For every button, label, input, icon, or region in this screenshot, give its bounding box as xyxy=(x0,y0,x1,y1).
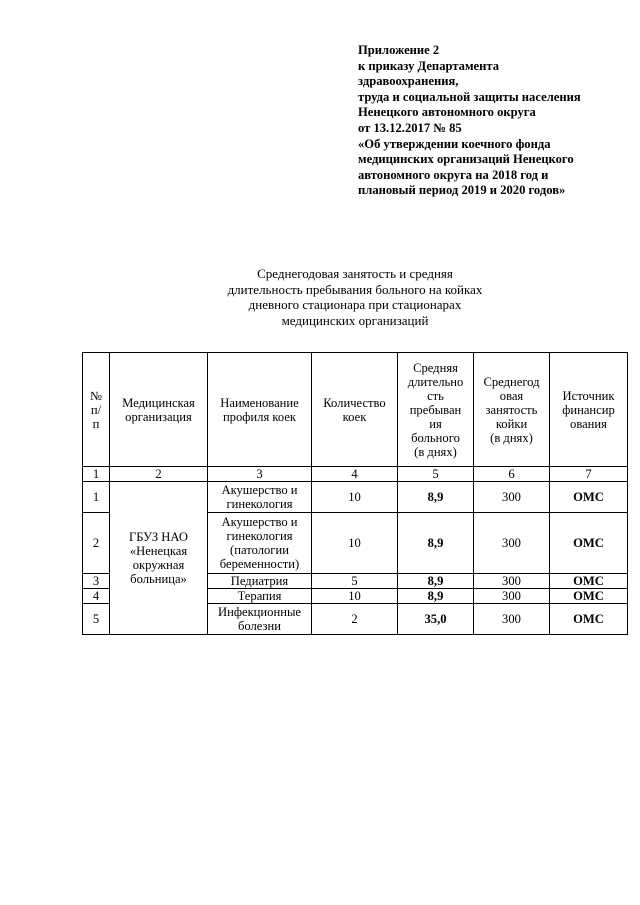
title-line: дневного стационара при стационарах xyxy=(248,297,462,312)
header-text: Источник xyxy=(562,388,615,403)
duration-cell: 8,9 xyxy=(398,589,474,604)
organization-text: ГБУЗ НАО xyxy=(129,530,188,544)
row-number: 1 xyxy=(83,482,110,513)
appendix-line: труда и социальной защиты населения xyxy=(358,89,581,104)
header-annual-occupancy xyxy=(474,353,550,467)
header-text: Средняя xyxy=(413,360,458,375)
appendix-line: плановый период 2019 и 2020 годов» xyxy=(358,183,566,198)
occupancy-cell: 300 xyxy=(474,589,550,604)
header-text: п/ xyxy=(90,402,102,417)
profile-cell xyxy=(208,604,312,635)
header-text: п xyxy=(92,416,100,431)
column-number: 3 xyxy=(208,467,312,482)
profile-text: болезни xyxy=(237,619,282,633)
appendix-line: к приказу Департамента xyxy=(358,58,500,73)
column-number: 6 xyxy=(474,467,550,482)
beds-cell: 10 xyxy=(312,513,398,574)
organization-text: «Ненецкая xyxy=(129,544,188,558)
table-row xyxy=(83,482,628,513)
table-header-row xyxy=(83,353,628,467)
organization-text: окружная xyxy=(132,558,185,572)
appendix-line: Приложение 2 xyxy=(358,43,440,57)
profile-text: гинекология xyxy=(226,497,293,511)
appendix-line: медицинских организаций Ненецкого xyxy=(358,152,574,167)
row-number: 3 xyxy=(83,574,110,589)
header-text: № xyxy=(89,388,103,403)
column-number: 7 xyxy=(550,467,628,482)
header-text: Среднегод xyxy=(483,374,540,389)
header-organization xyxy=(110,353,208,467)
header-text: длительно xyxy=(407,374,464,389)
beds-cell: 2 xyxy=(312,604,398,635)
header-text: профиля коек xyxy=(222,409,297,424)
source-cell: ОМС xyxy=(550,482,628,513)
appendix-line: Ненецкого автономного округа xyxy=(358,105,536,120)
title-line: длительность пребывания больного на койках xyxy=(227,281,483,297)
header-number xyxy=(83,353,110,467)
beds-cell: 5 xyxy=(312,574,398,589)
column-number: 2 xyxy=(110,467,208,482)
header-text: (в днях) xyxy=(490,430,533,445)
bed-occupancy-table xyxy=(82,352,628,635)
profile-cell: Педиатрия xyxy=(208,574,312,589)
profile-text: Акушерство и xyxy=(221,483,298,497)
occupancy-cell: 300 xyxy=(474,604,550,635)
column-number: 5 xyxy=(398,467,474,482)
column-number: 4 xyxy=(312,467,398,482)
header-text: Медицинская xyxy=(122,395,195,410)
header-text: сть xyxy=(427,388,444,403)
appendix-block xyxy=(358,43,628,199)
header-text: койки xyxy=(495,416,528,431)
header-text: ования xyxy=(570,416,607,431)
header-text: Количество xyxy=(323,395,386,410)
duration-cell: 8,9 xyxy=(398,513,474,574)
organization-cell xyxy=(110,482,208,635)
column-number: 1 xyxy=(83,467,110,482)
profile-text: беременности) xyxy=(219,557,300,571)
header-funding-source xyxy=(550,353,628,467)
header-text: организация xyxy=(125,409,192,424)
header-text: Наименование xyxy=(220,395,299,410)
source-cell: ОМС xyxy=(550,604,628,635)
appendix-line: здравоохранения, xyxy=(358,74,459,89)
profile-cell xyxy=(208,482,312,513)
header-text: финансир xyxy=(562,402,615,417)
source-cell: ОМС xyxy=(550,513,628,574)
duration-cell: 8,9 xyxy=(398,574,474,589)
header-text: занятость xyxy=(485,402,538,417)
source-cell: ОМС xyxy=(550,589,628,604)
header-text: коек xyxy=(342,409,367,424)
source-cell: ОМС xyxy=(550,574,628,589)
header-profile xyxy=(208,353,312,467)
beds-cell: 10 xyxy=(312,482,398,513)
header-average-duration xyxy=(398,353,474,467)
row-number: 4 xyxy=(83,589,110,604)
profile-text: Акушерство и xyxy=(221,515,298,529)
header-text: ия xyxy=(429,416,442,431)
profile-text: (патологии xyxy=(230,543,289,557)
profile-text: гинекология xyxy=(226,529,293,543)
appendix-line: от 13.12.2017 № 85 xyxy=(358,120,462,135)
document-title xyxy=(160,266,550,328)
organization-text: больница» xyxy=(130,572,187,586)
occupancy-cell: 300 xyxy=(474,482,550,513)
header-text: больного xyxy=(411,430,460,445)
occupancy-cell: 300 xyxy=(474,513,550,574)
occupancy-cell: 300 xyxy=(474,574,550,589)
header-text: (в днях) xyxy=(414,444,457,459)
row-number: 2 xyxy=(83,513,110,574)
duration-cell: 35,0 xyxy=(398,604,474,635)
header-bed-count xyxy=(312,353,398,467)
beds-cell: 10 xyxy=(312,589,398,604)
row-number: 5 xyxy=(83,604,110,635)
column-number-row xyxy=(83,467,628,482)
appendix-line: автономного округа на 2018 год и xyxy=(358,167,549,182)
title-line: Среднегодовая занятость и средняя xyxy=(257,266,453,281)
appendix-line: «Об утверждении коечного фонда xyxy=(358,136,551,151)
duration-cell: 8,9 xyxy=(398,482,474,513)
header-text: овая xyxy=(499,388,524,403)
header-text: пребыван xyxy=(409,402,462,417)
profile-text: Инфекционные xyxy=(217,605,301,619)
title-line: медицинских организаций xyxy=(281,312,429,328)
profile-cell: Терапия xyxy=(208,589,312,604)
profile-cell xyxy=(208,513,312,574)
